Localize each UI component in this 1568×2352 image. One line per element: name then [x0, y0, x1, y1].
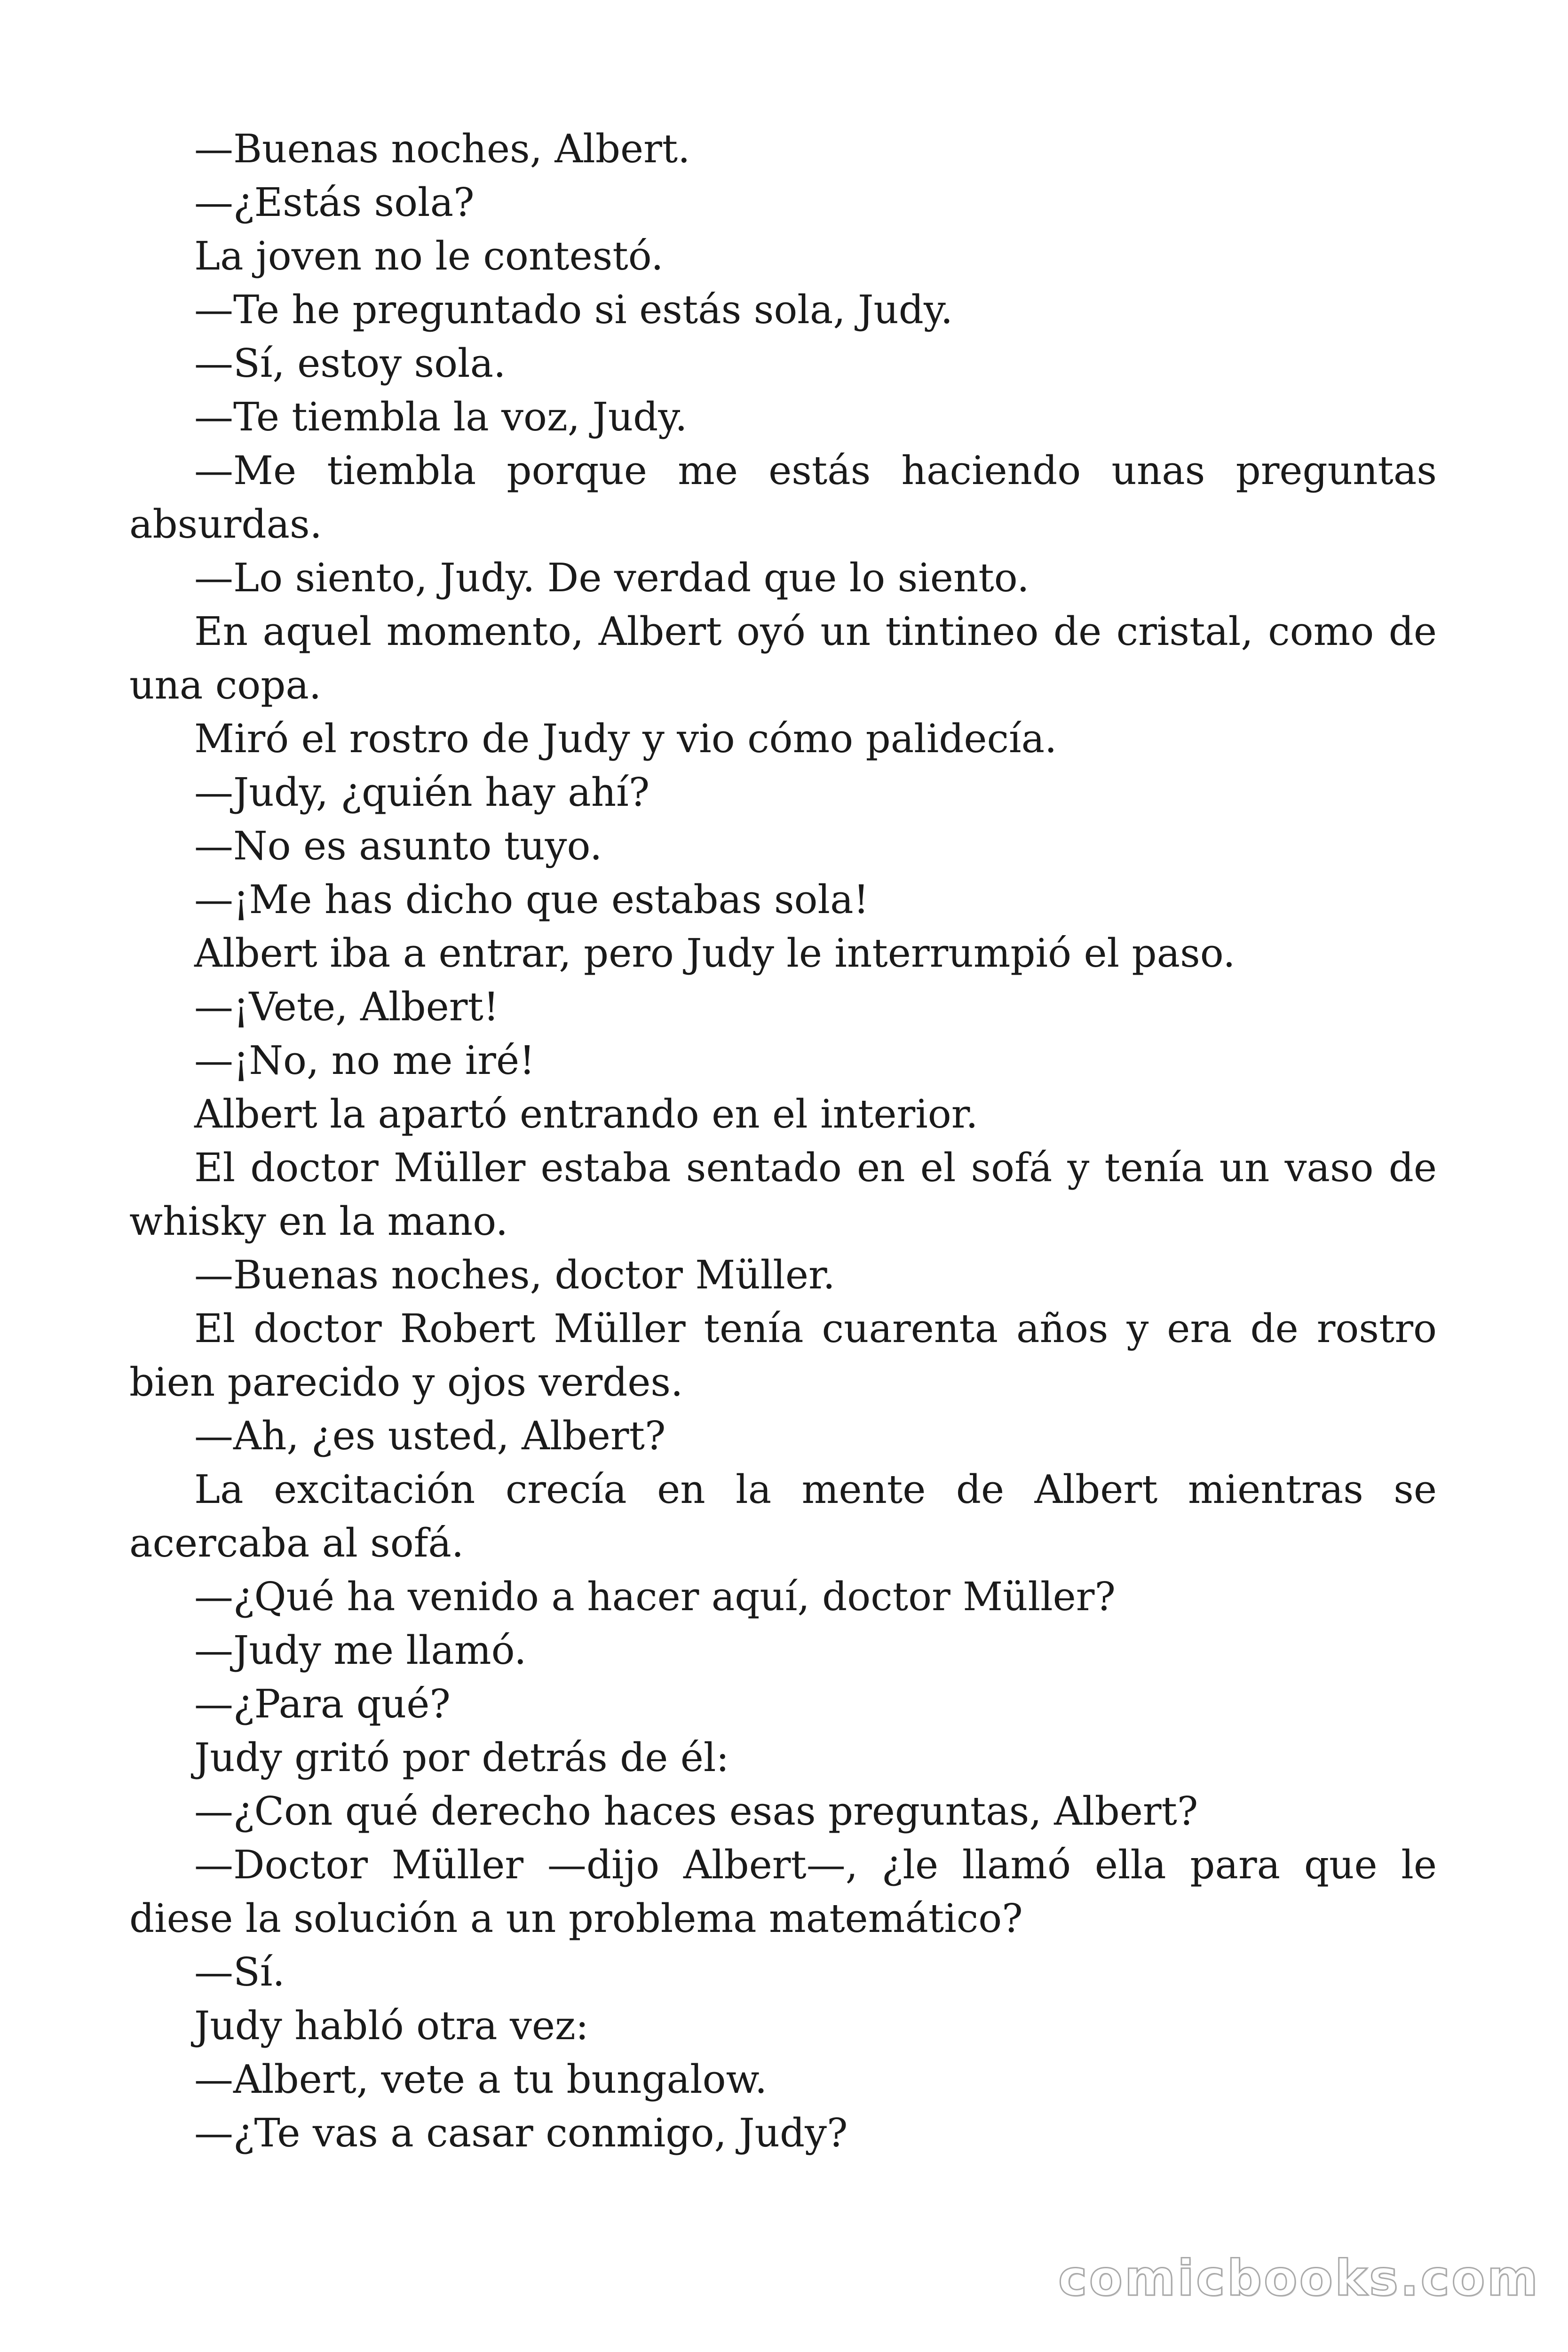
paragraph: —Buenas noches, doctor Müller. — [194, 1252, 835, 1298]
paragraph: El doctor Robert Müller tenía cuarenta años y era de rostro bien parecido y ojos verdes. — [129, 1306, 1437, 1405]
paragraph: —Lo siento, Judy. De verdad que lo siento. — [194, 555, 1029, 601]
paragraph: La excitación crecía en la mente de Albert mientras se acercaba al sofá. — [129, 1467, 1437, 1566]
paragraph: —¡Vete, Albert! — [194, 984, 499, 1030]
watermark-logo: comicbooks.com — [1058, 2249, 1540, 2307]
paragraph: En aquel momento, Albert oyó un tintineo de cristal, como de una copa. — [129, 609, 1437, 708]
paragraph: Judy habló otra vez: — [194, 2003, 589, 2049]
paragraph: —¿Qué ha venido a hacer aquí, doctor Müller? — [194, 1574, 1116, 1620]
paragraph: —¿Para qué? — [194, 1681, 451, 1727]
paragraph: —Sí, estoy sola. — [194, 341, 506, 386]
paragraph: —Doctor Müller —dijo Albert—, ¿le llamó ella para que le diese la solución a un problema matemático? — [129, 1842, 1437, 1941]
paragraph: —Judy me llamó. — [194, 1628, 527, 1673]
page-text — [129, 122, 1437, 2160]
paragraph: —Ah, ¿es usted, Albert? — [194, 1413, 666, 1459]
paragraph: Miró el rostro de Judy y vio cómo palidecía. — [194, 716, 1057, 762]
paragraph: —¿Con qué derecho haces esas preguntas, Albert? — [194, 1788, 1198, 1834]
paragraph: —Buenas noches, Albert. — [194, 126, 690, 172]
paragraph: —Te tiembla la voz, Judy. — [194, 394, 688, 440]
paragraph: —Me tiembla porque me estás haciendo unas preguntas absurdas. — [129, 448, 1437, 547]
paragraph: Judy gritó por detrás de él: — [194, 1735, 729, 1780]
paragraph: La joven no le contestó. — [194, 233, 664, 279]
paragraph: —¡Me has dicho que estabas sola! — [194, 877, 869, 922]
paragraph: —¿Estás sola? — [194, 180, 475, 225]
paragraph: —Albert, vete a tu bungalow. — [194, 2057, 768, 2102]
paragraph: El doctor Müller estaba sentado en el sofá y tenía un vaso de whisky en la mano. — [129, 1145, 1437, 1244]
paragraph: Albert la apartó entrando en el interior. — [194, 1091, 978, 1137]
paragraph: —Te he preguntado si estás sola, Judy. — [194, 287, 953, 333]
paragraph: —¡No, no me iré! — [194, 1038, 535, 1083]
paragraph: —Sí. — [194, 1949, 285, 1995]
paragraph: —No es asunto tuyo. — [194, 823, 602, 869]
paragraph: —Judy, ¿quién hay ahí? — [194, 770, 650, 815]
paragraph: Albert iba a entrar, pero Judy le interrumpió el paso. — [194, 930, 1235, 976]
paragraph: —¿Te vas a casar conmigo, Judy? — [194, 2110, 848, 2156]
